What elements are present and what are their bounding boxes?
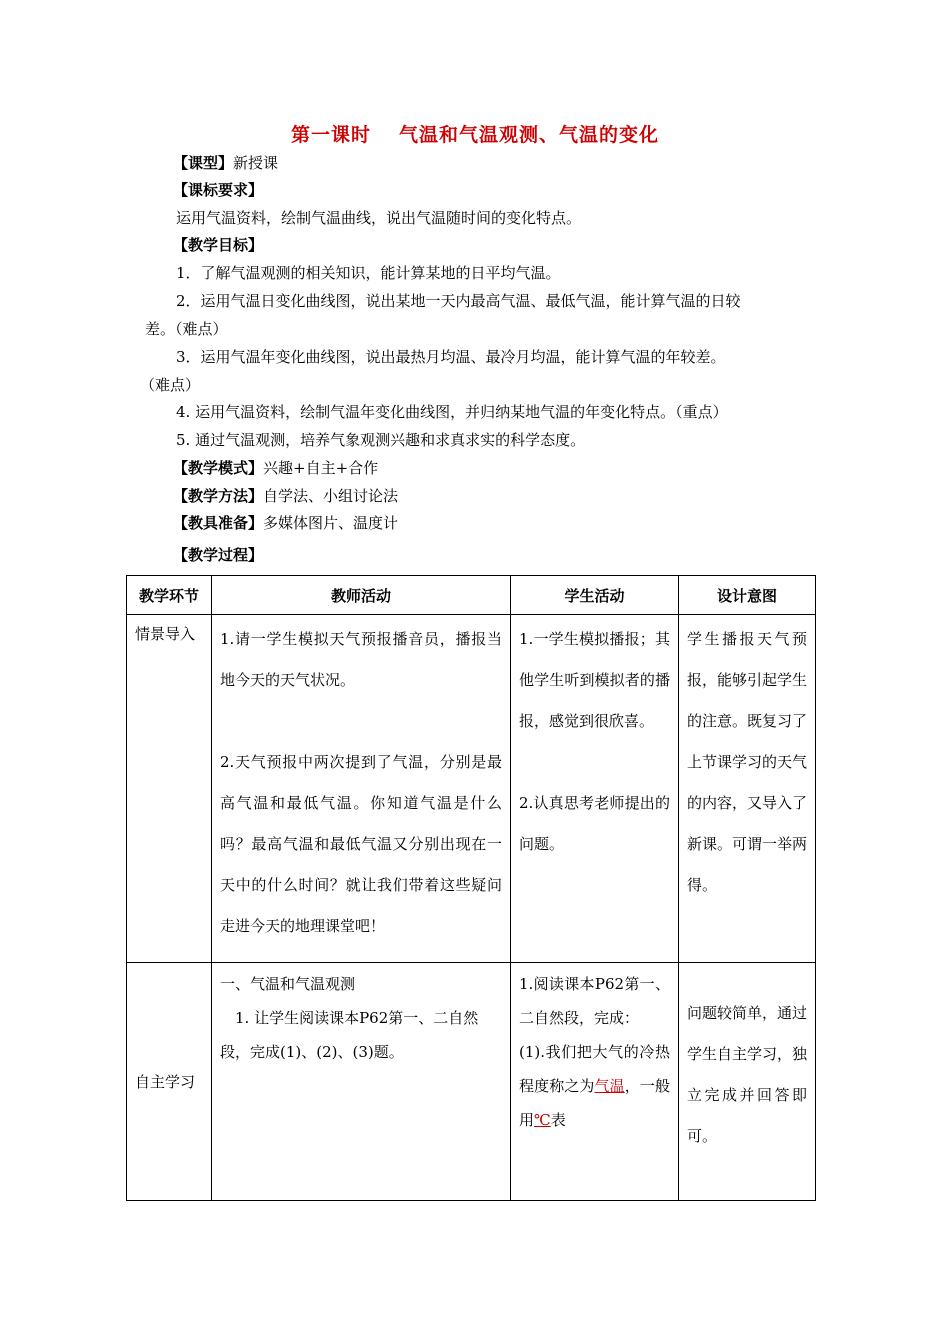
method-label: 【教学方法】 [173,487,264,505]
goals-label: 【教学目标】 [173,236,264,254]
type-line [173,152,278,173]
standard-label: 【课标要求】 [173,181,264,199]
method-line [173,485,398,506]
tools-line [173,512,398,533]
header-intent: 设计意图 [679,576,816,615]
goal-3b: （难点） [140,376,201,394]
intent-cell: 问题较简单，通过学生自主学习，独立完成并回答即可。 [679,963,816,1201]
tools-value: 多媒体图片、温度计 [263,514,399,532]
title-left: 第一课时 [290,124,371,146]
mode-label: 【教学模式】 [173,459,264,477]
table-row [127,963,816,1201]
mode-line [173,457,378,478]
student-para-2-text: (1).我们把大气的冷热程度称之为 [519,1043,670,1095]
teacher-para-1: 1. 让学生阅读课本P62第一、二自然段，完成(1)、(2)、(3)题。 [220,1009,479,1061]
tools-label: 【教具准备】 [173,514,264,532]
stage-cell: 自主学习 [127,963,212,1201]
student-cell [511,615,679,963]
header-teacher: 教师活动 [212,576,511,615]
table-header-row [127,576,816,615]
student-para-2: 2.认真思考老师提出的问题。 [519,794,670,853]
goal-4: 4. 运用气温资料，绘制气温年变化曲线图，并归纳某地气温的年变化特点。（重点） [176,403,728,421]
process-label: 【教学过程】 [173,546,264,564]
method-value: 自学法、小组讨论法 [263,487,399,505]
student-para-2-end: 表 [550,1111,566,1129]
stage-cell: 情景导入 [127,615,212,963]
intent-cell: 学生播报天气预报，能够引起学生的注意。既复习了上节课学习的天气的内容，又导入了新课。可谓一举两得。 [679,615,816,963]
student-para-1: 1.一学生模拟播报；其他学生听到模拟者的播报，感觉到很欣喜。 [519,630,670,730]
goal-2b: 差。（难点） [145,320,228,338]
type-label: 【课型】 [173,154,234,172]
goal-3a: 3．运用气温年变化曲线图，说出最热月均温、最冷月均温，能计算气温的年较差。 [176,348,726,366]
student-cell [511,963,679,1201]
mode-value: 兴趣+自主+合作 [263,459,379,477]
teacher-cell [212,963,511,1201]
goal-5: 5. 通过气温观测，培养气象观测兴趣和求真求实的科学态度。 [176,431,586,449]
teacher-heading: 一、气温和气温观测 [220,975,356,993]
standard-text: 运用气温资料，绘制气温曲线，说出气温随时间的变化特点。 [176,209,582,227]
lesson-process-table [126,575,816,1201]
header-stage: 教学环节 [127,576,212,615]
teacher-para-2: 2.天气预报中两次提到了气温，分别是最高气温和最低气温。你知道气温是什么吗？最高气温和最低气温又分别出现在一天中的什么时间？就让我们带着这些疑问走进今天的地理课堂吧！ [220,753,502,935]
teacher-para-1: 1.请一学生模拟天气预报播音员，播报当地今天的天气状况。 [220,630,502,689]
header-student: 学生活动 [511,576,679,615]
title-right: 气温和气温观测、气温的变化 [399,124,660,146]
answer-fill-2: ℃ [534,1111,551,1129]
student-para-2 [519,1035,670,1137]
student-para-2-mid: ，一般用 [519,1077,670,1129]
goal-2a: 2．运用气温日变化曲线图，说出某地一天内最高气温、最低气温，能计算气温的日较 [176,292,741,310]
table-row [127,615,816,963]
lesson-title [0,120,950,147]
goal-1: 1．了解气温观测的相关知识，能计算某地的日平均气温。 [176,264,561,282]
answer-fill-1: 气温 [594,1077,625,1095]
type-value: 新授课 [233,154,279,172]
student-para-1: 1.阅读课本P62第一、二自然段，完成： [519,975,670,1027]
teacher-cell [212,615,511,963]
